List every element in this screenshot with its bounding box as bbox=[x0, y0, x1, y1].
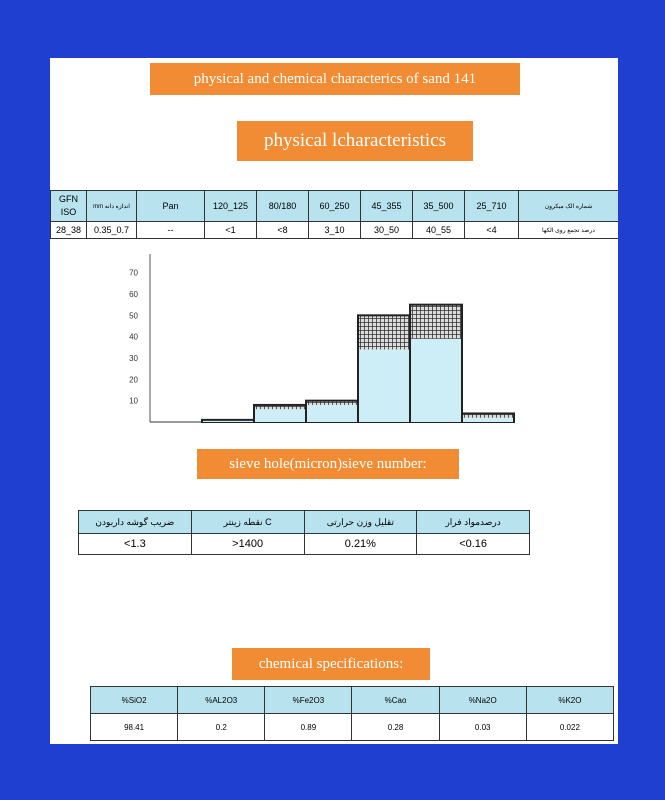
header-cell: %AL2O3 bbox=[178, 687, 265, 714]
gfn-header bbox=[51, 191, 87, 222]
value-cell: درصد تجمع روی الکها bbox=[519, 222, 619, 239]
iso-line: ISO bbox=[60, 207, 77, 217]
header-cell: Pan bbox=[137, 191, 205, 222]
value-cell: -- bbox=[137, 222, 205, 239]
property-table bbox=[78, 510, 530, 555]
sieve-caption: sieve hole(micron)sieve number: bbox=[197, 449, 459, 479]
y-tick-label: 50 bbox=[129, 311, 138, 321]
header-cell: شماره الک میکرون bbox=[519, 191, 619, 222]
value-cell: 40_55 bbox=[413, 222, 465, 239]
sieve-chart bbox=[80, 246, 618, 426]
y-tick-label: 30 bbox=[129, 354, 138, 363]
y-tick-label: 60 bbox=[129, 290, 138, 299]
document-page bbox=[50, 58, 618, 744]
physical-heading: physical lcharacteristics bbox=[237, 121, 473, 161]
header-cell: درصدمواد فرار bbox=[417, 511, 530, 534]
value-cell: 0.022 bbox=[526, 714, 613, 741]
header-cell: نقطه زینتر C bbox=[191, 511, 304, 534]
gfn-line: GFN bbox=[59, 194, 78, 204]
header-cell: تقلیل وزن حرارتی bbox=[304, 511, 417, 534]
value-cell: 0.89 bbox=[265, 714, 352, 741]
bar-min-25/500 bbox=[411, 339, 461, 422]
bar-min-60/180 bbox=[255, 409, 305, 422]
chemical-table bbox=[90, 686, 614, 741]
header-cell: 35_500 bbox=[413, 191, 465, 222]
value-cell: 0.28 bbox=[352, 714, 439, 741]
value-cell: 0.21% bbox=[304, 534, 417, 555]
value-cell: 30_50 bbox=[361, 222, 413, 239]
header-cell: 25_710 bbox=[465, 191, 519, 222]
sieve-table bbox=[50, 190, 618, 239]
bar-min-35/355 bbox=[359, 349, 409, 422]
header-cell: 80/180 bbox=[257, 191, 309, 222]
value-cell: <4 bbox=[465, 222, 519, 239]
header-cell: %Na2O bbox=[439, 687, 526, 714]
value-cell: 0.35_0.7 bbox=[87, 222, 137, 239]
y-tick-label: 10 bbox=[129, 396, 138, 406]
value-cell: 28_38 bbox=[51, 222, 87, 239]
bar-min-18/710 bbox=[463, 418, 513, 422]
chemical-heading: chemical specifications: bbox=[232, 648, 430, 680]
y-tick-label: 40 bbox=[129, 332, 138, 342]
value-cell: <8 bbox=[257, 222, 309, 239]
value-cell: <0.16 bbox=[417, 534, 530, 555]
value-cell: 3_10 bbox=[309, 222, 361, 239]
header-cell: %K2O bbox=[526, 687, 613, 714]
title-banner: physical and chemical characterics of sand 141 bbox=[150, 63, 520, 95]
header-cell: mm اندازه دانه bbox=[87, 191, 137, 222]
value-cell: >1400 bbox=[191, 534, 304, 555]
value-cell: <1.3 bbox=[79, 534, 192, 555]
header-cell: %Cao bbox=[352, 687, 439, 714]
y-tick-label: 20 bbox=[129, 375, 138, 385]
bar-min-45/250 bbox=[307, 405, 357, 422]
header-cell: 60_250 bbox=[309, 191, 361, 222]
bar-min-120/125 bbox=[203, 421, 253, 422]
value-cell: 0.2 bbox=[178, 714, 265, 741]
header-cell: ضریب گوشه داربودن bbox=[79, 511, 192, 534]
header-cell: %Fe2O3 bbox=[265, 687, 352, 714]
value-cell: <1 bbox=[205, 222, 257, 239]
y-tick-label: 70 bbox=[129, 268, 138, 278]
header-cell: 45_355 bbox=[361, 191, 413, 222]
value-cell: 98.41 bbox=[91, 714, 178, 741]
value-cell: 0.03 bbox=[439, 714, 526, 741]
header-cell: 120_125 bbox=[205, 191, 257, 222]
header-cell: %SiO2 bbox=[91, 687, 178, 714]
